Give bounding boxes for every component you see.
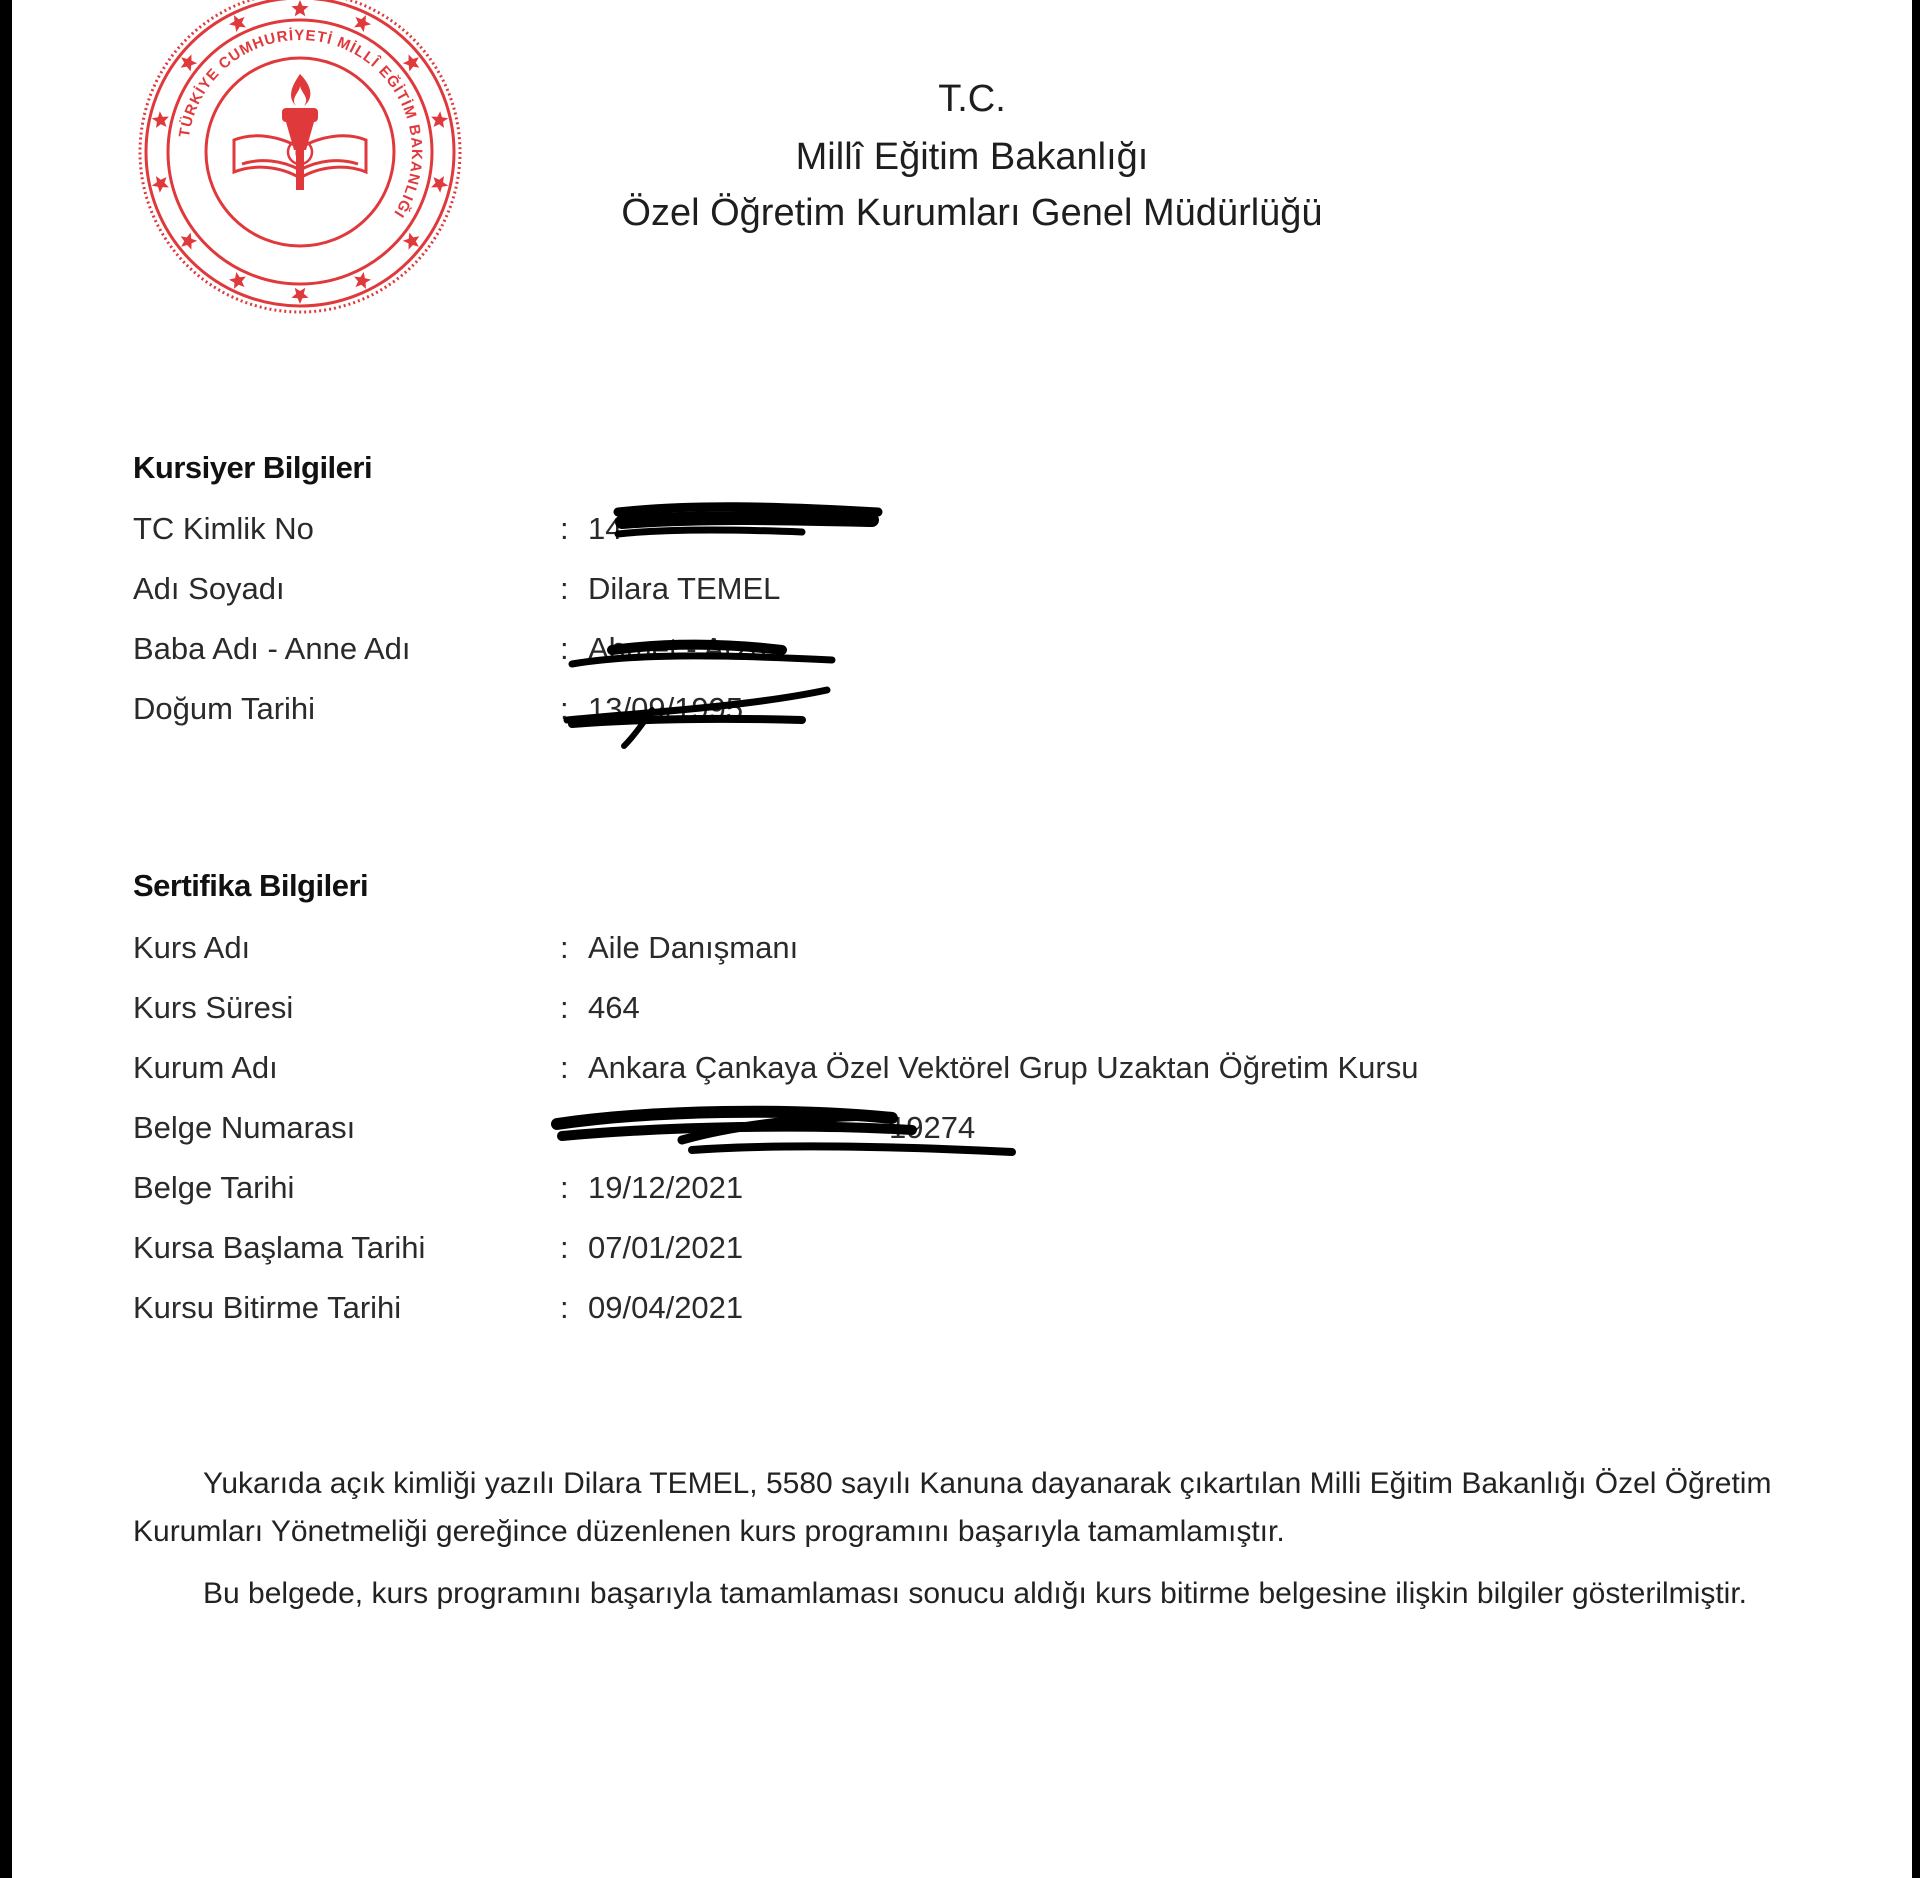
row-value: 09/04/2021 (588, 1290, 744, 1325)
row-value: Aile Danışmanı (588, 930, 799, 965)
seal-star-icon (181, 233, 198, 250)
row-colon: : (560, 1290, 569, 1325)
document-page (12, 0, 1912, 1878)
row-colon: : (560, 1230, 569, 1265)
redaction-stroke (618, 530, 802, 534)
seal-star-icon (291, 288, 308, 304)
redaction-stroke (682, 1116, 872, 1140)
redaction-stroke (562, 1127, 912, 1136)
row-value: 464 (588, 990, 640, 1025)
row-colon: : (560, 1110, 569, 1145)
seal-star-icon (181, 54, 198, 71)
row-label: Belge Tarihi (133, 1170, 295, 1205)
redaction-stroke (557, 1112, 892, 1124)
row-label: Kurs Süresi (133, 990, 294, 1025)
seal-star-icon (431, 176, 448, 193)
trainee-section-title: Kursiyer Bilgileri (133, 450, 373, 485)
certificate-section-title: Sertifika Bilgileri (133, 868, 369, 903)
row-colon: : (560, 1050, 569, 1085)
seal-star-icon (403, 54, 420, 71)
row-value: 13/09/1995 (588, 691, 744, 726)
row-colon: : (560, 990, 569, 1025)
seal-star-icon (229, 15, 246, 32)
row-colon: : (560, 930, 569, 965)
row-value: Dilara TEMEL (588, 571, 781, 606)
row-label: Belge Numarası (133, 1110, 356, 1145)
header-country: T.C. (938, 78, 1006, 120)
row-label: Kursa Başlama Tarihi (133, 1230, 426, 1265)
row-label: TC Kimlik No (133, 511, 314, 546)
svg-text:☾: ☾ (294, 146, 307, 162)
row-label: Adı Soyadı (133, 571, 285, 606)
row-value: 19274 (889, 1110, 976, 1145)
row-value: Ahmet - Arzu (588, 631, 768, 666)
row-label: Baba Adı - Anne Adı (133, 631, 411, 666)
seal-star-icon (229, 272, 246, 289)
seal-star-icon (291, 0, 308, 16)
row-colon: : (560, 1170, 569, 1205)
row-value: 07/01/2021 (588, 1230, 744, 1265)
redaction-stroke (622, 518, 872, 522)
redaction-stroke (618, 507, 878, 512)
statement-paragraph: Yukarıda açık kimliği yazılı Dilara TEMEL, 5580 sayılı Kanuna dayanarak çıkartılan Milli Eğitim Bakanlığı Özel Öğretim Kurumları Yönetmeliği gereğince düzenlenen kurs programını başarıyla tamamlamıştır. (133, 1467, 1772, 1548)
row-label: Kursu Bitirme Tarihi (133, 1290, 402, 1325)
row-colon: : (560, 691, 569, 726)
seal-star-icon (354, 272, 371, 289)
seal-star-icon (152, 176, 169, 193)
redaction-stroke (692, 1146, 1012, 1152)
ministry-seal-icon (130, 0, 470, 322)
row-label: Kurum Adı (133, 1050, 278, 1085)
row-label: Kurs Adı (133, 930, 251, 965)
seal-star-icon (354, 15, 371, 32)
row-colon: : (560, 571, 569, 606)
info-paragraph: Bu belgede, kurs programını başarıyla tamamlaması sonucu aldığı kurs bitirme belgesine ilişkin bilgiler gösterilmiştir. (203, 1577, 1748, 1610)
seal-star-icon (431, 111, 448, 128)
row-value: 19/12/2021 (588, 1170, 744, 1205)
seal-star-icon (403, 233, 420, 250)
header-directorate: Özel Öğretim Kurumları Genel Müdürlüğü (621, 192, 1323, 234)
row-colon: : (560, 511, 569, 546)
row-value: Ankara Çankaya Özel Vektörel Grup Uzaktan Öğretim Kursu (588, 1050, 1419, 1085)
header-ministry: Millî Eğitim Bakanlığı (795, 136, 1149, 178)
row-colon: : (560, 631, 569, 666)
row-value: 14 (588, 511, 623, 546)
seal-star-icon (152, 111, 169, 128)
svg-text:TÜRKİYE CUMHURİYETİ MİLLÎ EĞİT: TÜRKİYE CUMHURİYETİ MİLLÎ EĞİTİM BAKANLIĞI (175, 26, 426, 221)
row-label: Doğum Tarihi (133, 691, 316, 726)
